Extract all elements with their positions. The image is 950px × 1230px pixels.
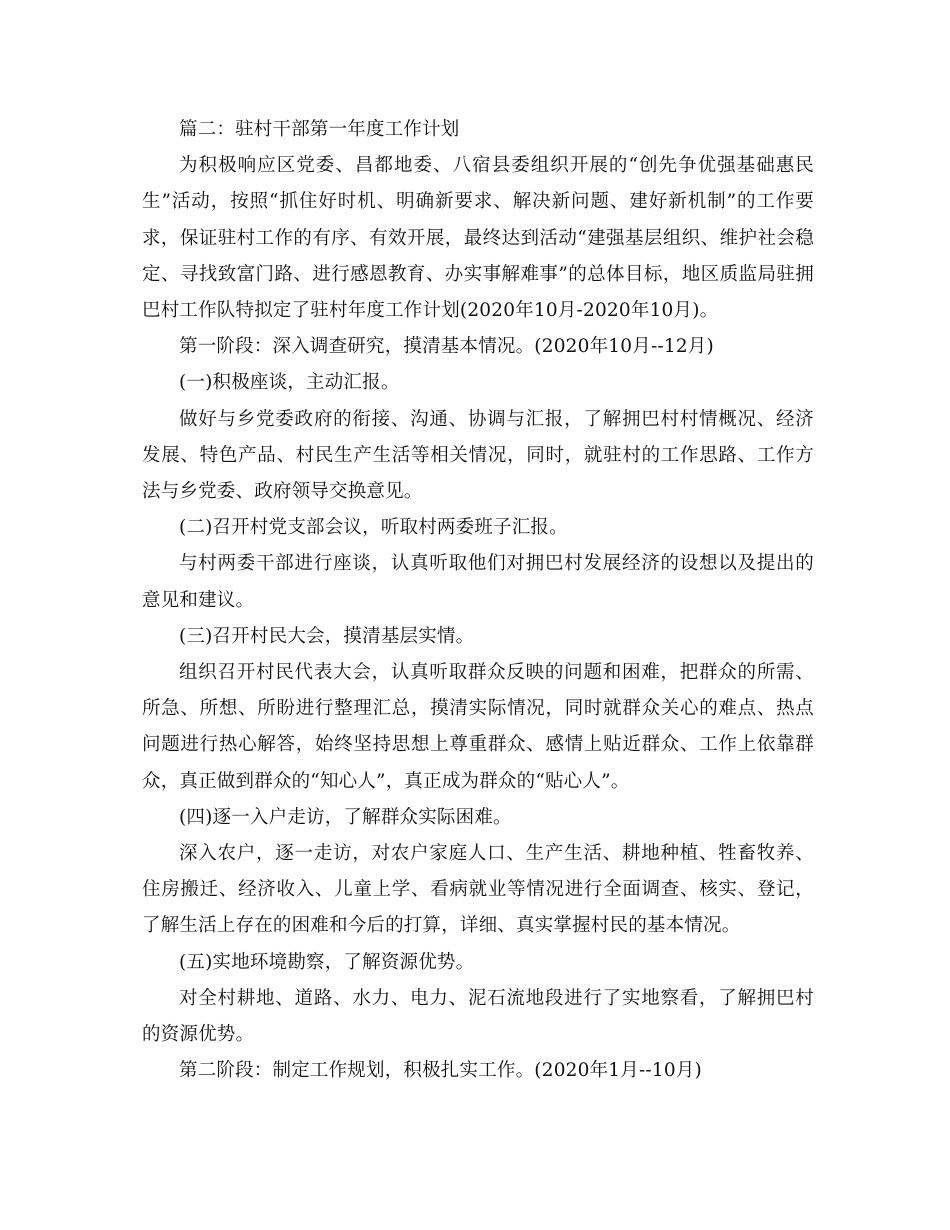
intro-paragraph: 为积极响应区党委、昌都地委、八宿县委组织开展的“创先争优强基础惠民生”活动，按照“抓住好时机、明确新要求、解决新问题、建好新机制”的工作要求，保证驻村工作的有序、有效开展，最终达到活动“建强基层组织、维护社会稳定、寻找致富门路、进行感恩教育、办实事解难事”的总体目标，地区质监局驻拥巴村工作队特拟定了驻村年度工作计划(2020年10月-2020年10月)。: [142, 155, 814, 322]
section-body-5: 对全村耕地、道路、水力、电力、泥石流地段进行了实地察看，了解拥巴村的资源优势。: [142, 987, 814, 1046]
section-heading-4: (四)逐一入户走访，了解群众实际困难。: [179, 806, 512, 828]
stage-one-heading: 第一阶段：深入调查研究，摸清基本情况。(2020年10月--12月): [179, 336, 714, 358]
section-heading-3: (三)召开村民大会，摸清基层实情。: [179, 625, 475, 647]
document-subtitle: 篇二：驻村干部第一年度工作计划: [179, 119, 460, 140]
section-heading-2: (二)召开村党支部会议，听取村两委班子汇报。: [179, 517, 568, 539]
document-body: [142, 112, 814, 1089]
section-body-1: 做好与乡党委政府的衔接、沟通、协调与汇报，了解拥巴村村情概况、经济发展、特色产品、村民生产生活等相关情况，同时，就驻村的工作思路、工作方法与乡党委、政府领导交换意见。: [142, 408, 814, 503]
section-body-4: 深入农户，逐一走访，对农户家庭人口、生产生活、耕地种植、牲畜牧养、住房搬迁、经济收入、儿童上学、看病就业等情况进行全面调查、核实、登记，了解生活上存在的困难和今后的打算，详细、真实掌握村民的基本情况。: [142, 843, 814, 937]
section-heading-5: (五)实地环境勘察，了解资源优势。: [179, 951, 475, 973]
stage-two-heading: 第二阶段：制定工作规划，积极扎实工作。(2020年1月--10月): [179, 1060, 702, 1082]
section-body-2: 与村两委干部进行座谈，认真听取他们对拥巴村发展经济的设想以及提出的意见和建议。: [142, 553, 814, 611]
section-body-3: 组织召开村民代表大会，认真听取群众反映的问题和困难，把群众的所需、所急、所想、所盼进行整理汇总，摸清实际情况，同时就群众关心的难点、热点问题进行热心解答，始终坚持思想上尊重群众、感情上贴近群众、工作上依靠群众，真正做到群众的“知心人”，真正成为群众的“贴心人”。: [142, 662, 814, 792]
section-heading-1: (一)积极座谈，主动汇报。: [179, 372, 400, 394]
